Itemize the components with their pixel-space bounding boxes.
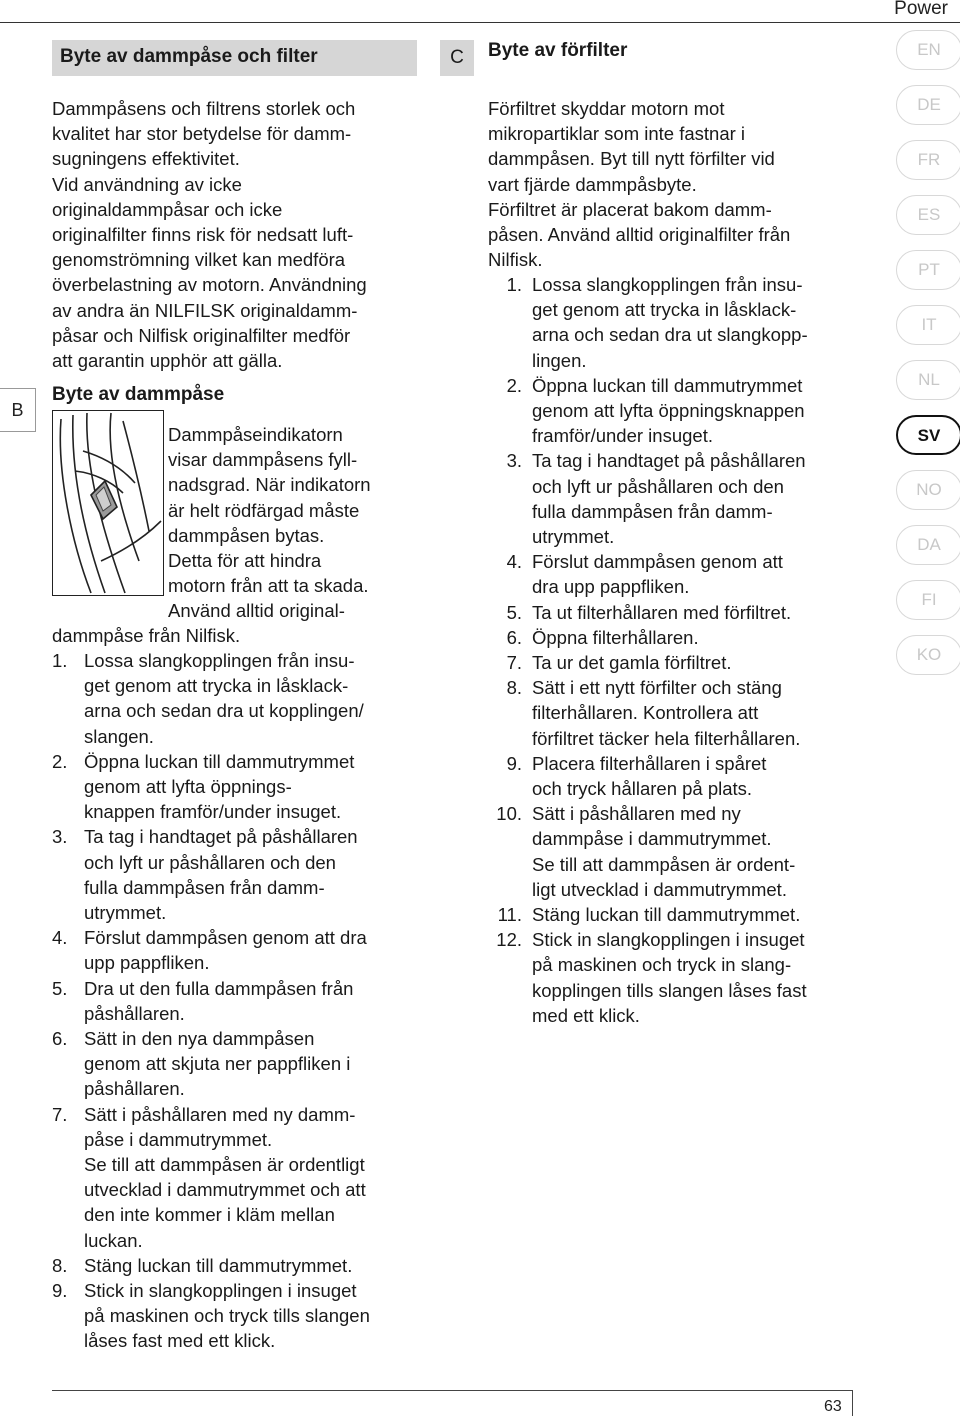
step-text: Placera filterhållaren i spåret och tryck hållaren på plats. <box>532 752 767 800</box>
language-tab-ko[interactable]: KO <box>896 635 960 675</box>
step-number: 8. <box>52 1254 68 1276</box>
step-item <box>52 648 432 749</box>
intro-line: överbelastning av motorn. Användning <box>52 274 367 296</box>
intro-line: kvalitet har stor betydelse för damm- <box>52 123 352 145</box>
step-number: 4. <box>52 927 68 949</box>
intro-line: Dammpåsens och filtrens storlek och <box>52 98 356 119</box>
step-item <box>488 272 868 373</box>
step-text: Sätt in den nya dammpåsen genom att skjuta ner pappfliken i påshållaren. <box>84 1028 351 1100</box>
step-item <box>488 373 868 449</box>
footer-divider <box>852 1390 853 1416</box>
step-item <box>488 927 868 1028</box>
step-number: 2. <box>52 750 68 772</box>
step-item <box>52 925 432 975</box>
step-text: Stick in slangkopplingen i insuget på maskinen och tryck tills slangen låses fast med ett klick. <box>84 1280 370 1352</box>
indicator-line: är helt rödfärgad måste <box>168 499 360 521</box>
right-section-title: Byte av förfilter <box>488 40 628 61</box>
intro-line: påsen. Använd alltid originalfilter från <box>488 224 791 246</box>
footer-rule <box>52 1390 852 1391</box>
left-section-bar <box>52 40 417 76</box>
step-item <box>488 801 868 902</box>
step-number: 1. <box>506 274 522 295</box>
step-text: Ta ur det gamla förfiltret. <box>532 652 732 674</box>
step-text: Förslut dammpåsen genom att dra upp pappfliken. <box>84 927 367 974</box>
indicator-line: Dammpåseindikatorn <box>168 424 343 445</box>
intro-line: Vid användning av icke <box>52 173 242 195</box>
dust-bag-subheading: Byte av dammpåse <box>52 384 225 405</box>
language-tab-pt[interactable]: PT <box>896 250 960 290</box>
step-text: Öppna luckan till dammutrymmet genom att lyfta öppningsknappen framför/under insuget. <box>532 374 805 447</box>
step-item <box>488 448 868 549</box>
language-tab-no[interactable]: NO <box>896 470 960 510</box>
product-name: Power <box>894 0 948 19</box>
left-section-title: Byte av dammpåse och filter <box>60 46 318 67</box>
intro-line: sugningens effektivitet. <box>52 148 240 170</box>
section-letter-c <box>440 40 474 76</box>
step-text: Öppna filterhållaren. <box>532 626 699 648</box>
step-number: 6. <box>506 626 522 648</box>
step-item <box>52 824 432 925</box>
step-item <box>52 1026 432 1102</box>
left-intro-paragraph <box>52 96 367 373</box>
step-number: 8. <box>506 677 522 699</box>
step-text: Stick in slangkopplingen i insuget på maskinen och tryck in slang- kopplingen tills slangen låses fast med ett klick. <box>532 929 807 1026</box>
step-number: 6. <box>52 1028 68 1050</box>
step-number: 5. <box>506 601 522 623</box>
indicator-paragraph-tail: dammpåse från Nilfisk. <box>52 625 241 646</box>
step-number: 5. <box>52 977 68 999</box>
step-text: Sätt i påshållaren med ny dammpåse i dammutrymmet. Se till att dammpåsen är ordent- ligt utvecklad i dammutrymmet. <box>532 803 796 900</box>
step-item <box>488 751 868 801</box>
language-tab-da[interactable]: DA <box>896 525 960 565</box>
page-number: 63 <box>824 1398 842 1415</box>
step-number: 3. <box>506 450 522 472</box>
step-text: Stäng luckan till dammutrymmet. <box>532 904 801 926</box>
step-text: Ta ut filterhållaren med förfiltret. <box>532 601 792 623</box>
step-number: 12. <box>496 929 522 951</box>
intro-line: Förfiltret är placerat bakom damm- <box>488 198 772 220</box>
left-steps-list <box>52 648 432 1354</box>
step-item <box>52 1278 432 1354</box>
intro-line: originalfilter finns risk för nedsatt luft- <box>52 224 354 246</box>
step-number: 1. <box>52 650 68 671</box>
step-text: Förslut dammpåsen genom att dra upp pappfliken. <box>532 551 783 598</box>
step-text: Lossa slangkopplingen från insu- get genom att trycka in låsklack- arna och sedan dra ut slangkopp- lingen. <box>532 274 808 371</box>
indicator-line: Detta för att hindra <box>168 550 322 572</box>
section-tab-label: B <box>11 400 24 420</box>
section-letter: C <box>450 47 464 68</box>
intro-line: påsar och Nilfisk originalfilter medför <box>52 324 351 346</box>
step-text: Lossa slangkopplingen från insu- get genom att trycka in låsklack- arna och sedan dra ut kopplingen/ slangen. <box>84 650 364 747</box>
indicator-drawing <box>53 411 162 594</box>
step-number: 7. <box>506 652 522 674</box>
step-text: Ta tag i handtaget på påshållaren och lyft ur påshållaren och den fulla dammpåsen från damm- utrymmet. <box>84 826 358 924</box>
step-text: Ta tag i handtaget på påshållaren och lyft ur påshållaren och den fulla dammpåsen från damm- utrymmet. <box>532 450 806 548</box>
step-number: 7. <box>52 1103 68 1125</box>
intro-line: att garantin upphör att gälla. <box>52 350 283 372</box>
step-text: Sätt i påshållaren med ny damm- påse i dammutrymmet. Se till att dammpåsen är ordentligt utvecklad i dammutrymmet och att den inte kommer i kläm mellan luckan. <box>84 1103 366 1251</box>
indicator-line: Använd alltid original- <box>168 600 345 622</box>
right-steps-list <box>488 272 868 1028</box>
step-number: 9. <box>52 1280 68 1302</box>
indicator-line: nadsgrad. När indikatorn <box>168 474 371 496</box>
language-tab-nl[interactable]: NL <box>896 360 960 400</box>
dust-bag-indicator-illustration <box>52 410 164 596</box>
step-item <box>488 902 868 927</box>
step-number: 3. <box>52 826 68 848</box>
language-tab-en[interactable]: EN <box>896 30 960 70</box>
language-tab-sv[interactable]: SV <box>896 415 960 455</box>
step-text: Stäng luckan till dammutrymmet. <box>84 1254 353 1276</box>
indicator-line: visar dammpåsens fyll- <box>168 449 358 471</box>
step-item <box>488 650 868 675</box>
step-text: Dra ut den fulla dammpåsen från påshållaren. <box>84 977 354 1024</box>
step-item <box>52 749 432 825</box>
step-item <box>488 625 868 650</box>
step-number: 11. <box>497 904 522 926</box>
intro-line: vart fjärde dammpåsbyte. <box>488 173 697 195</box>
language-tab-de[interactable]: DE <box>896 85 960 125</box>
right-intro-paragraph <box>488 96 790 272</box>
intro-line: originaldammpåsar och icke <box>52 198 283 220</box>
intro-line: genomströmning vilket kan medföra <box>52 249 346 271</box>
step-number: 4. <box>506 551 522 573</box>
intro-line: Förfiltret skyddar motorn mot <box>488 98 725 119</box>
step-item <box>488 549 868 599</box>
indicator-line: motorn från att ta skada. <box>168 575 369 597</box>
intro-line: Nilfisk. <box>488 249 543 271</box>
step-text: Öppna luckan till dammutrymmet genom att lyfta öppnings- knappen framför/under insuget. <box>84 750 355 823</box>
step-text: Sätt i ett nytt förfilter och stäng filterhållaren. Kontrollera att förfiltret täcker hela filterhållaren. <box>532 677 801 749</box>
intro-line: av andra än NILFILSK originaldamm- <box>52 299 358 321</box>
page-header <box>0 0 960 23</box>
section-tab-b <box>0 388 36 432</box>
step-item <box>52 976 432 1026</box>
language-tab-it[interactable]: IT <box>896 305 960 345</box>
step-number: 2. <box>506 374 522 396</box>
language-tab-es[interactable]: ES <box>896 195 960 235</box>
step-item <box>52 1102 432 1253</box>
step-number: 10. <box>496 803 522 825</box>
indicator-line: dammpåsen bytas. <box>168 524 325 546</box>
step-number: 9. <box>506 752 522 774</box>
step-item <box>488 675 868 751</box>
language-tab-fr[interactable]: FR <box>896 140 960 180</box>
step-item <box>52 1253 432 1278</box>
intro-line: dammpåsen. Byt till nytt förfilter vid <box>488 148 775 170</box>
language-tab-fi[interactable]: FI <box>896 580 960 620</box>
intro-line: mikropartiklar som inte fastnar i <box>488 123 746 145</box>
indicator-paragraph <box>168 422 371 624</box>
step-item <box>488 600 868 625</box>
